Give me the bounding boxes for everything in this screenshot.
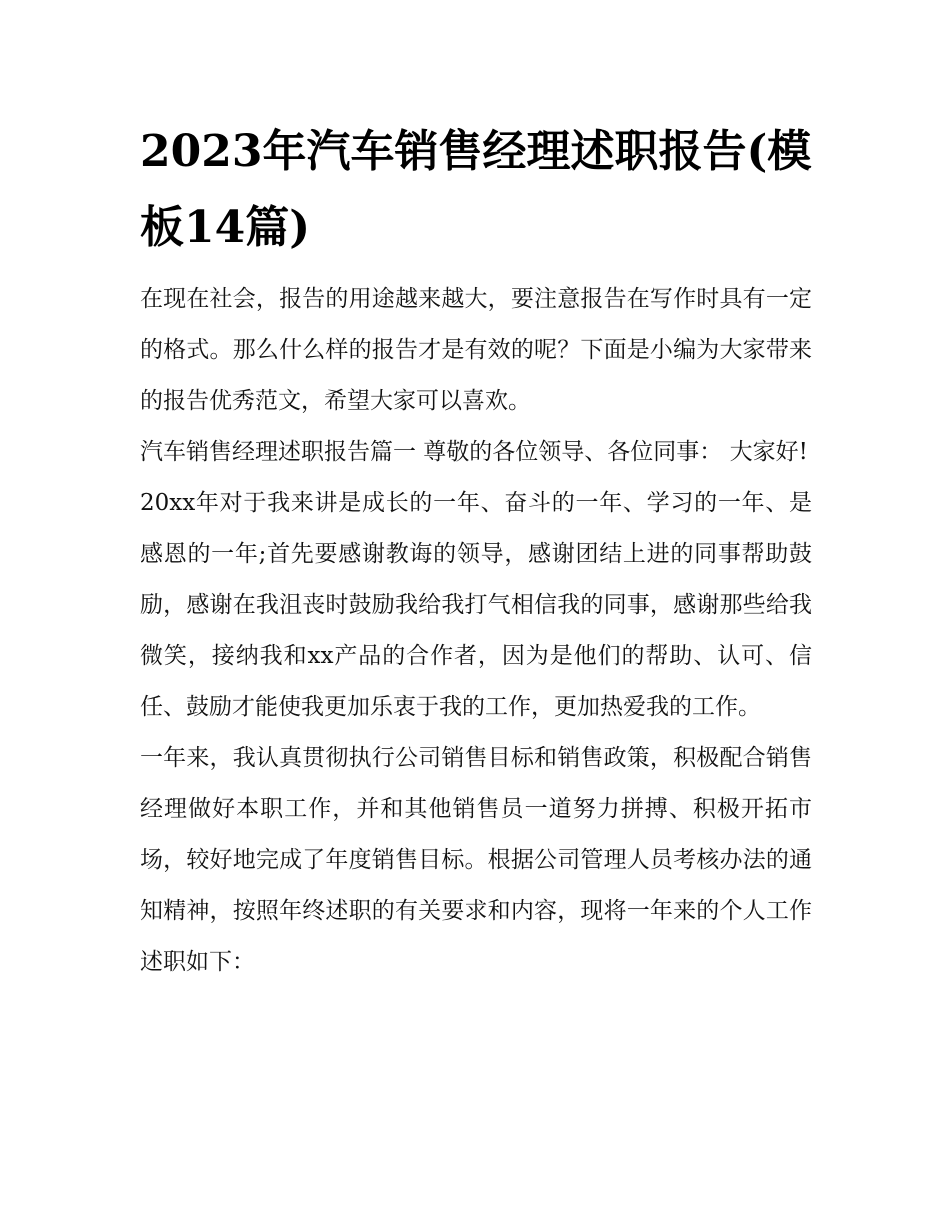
paragraph-thanks: 20xx年对于我来讲是成长的一年、奋斗的一年、学习的一年、是感恩的一年;首先要感谢教诲的领导，感谢团结上进的同事帮助鼓励，感谢在我沮丧时鼓励我给我打气相信我的同事，感谢那些给我微笑，接纳我和xx产品的合作者，因为是他们的帮助、认可、信任、鼓励才能使我更加乐衷于我的工作，更加热爱我的工作。 — [140, 490, 812, 720]
document-title: 2023年汽车销售经理述职报告(模板14篇) — [140, 126, 812, 253]
paragraph-greeting: 汽车销售经理述职报告篇一 尊敬的各位领导、各位同事： 大家好! — [140, 439, 808, 465]
paragraph-intro: 在现在社会，报告的用途越来越大，要注意报告在写作时具有一定的格式。那么什么样的报告才是有效的呢？下面是小编为大家带来的报告优秀范文，希望大家可以喜欢。 — [140, 286, 812, 414]
paragraph-summary: 一年来，我认真贯彻执行公司销售目标和销售政策，积极配合销售经理做好本职工作，并和其他销售员一道努力拼搏、积极开拓市场，较好地完成了年度销售目标。根据公司管理人员考核办法的通知精神，按照年终述职的有关要求和内容，现将一年来的个人工作述职如下： — [140, 745, 812, 975]
document-body — [140, 274, 812, 988]
